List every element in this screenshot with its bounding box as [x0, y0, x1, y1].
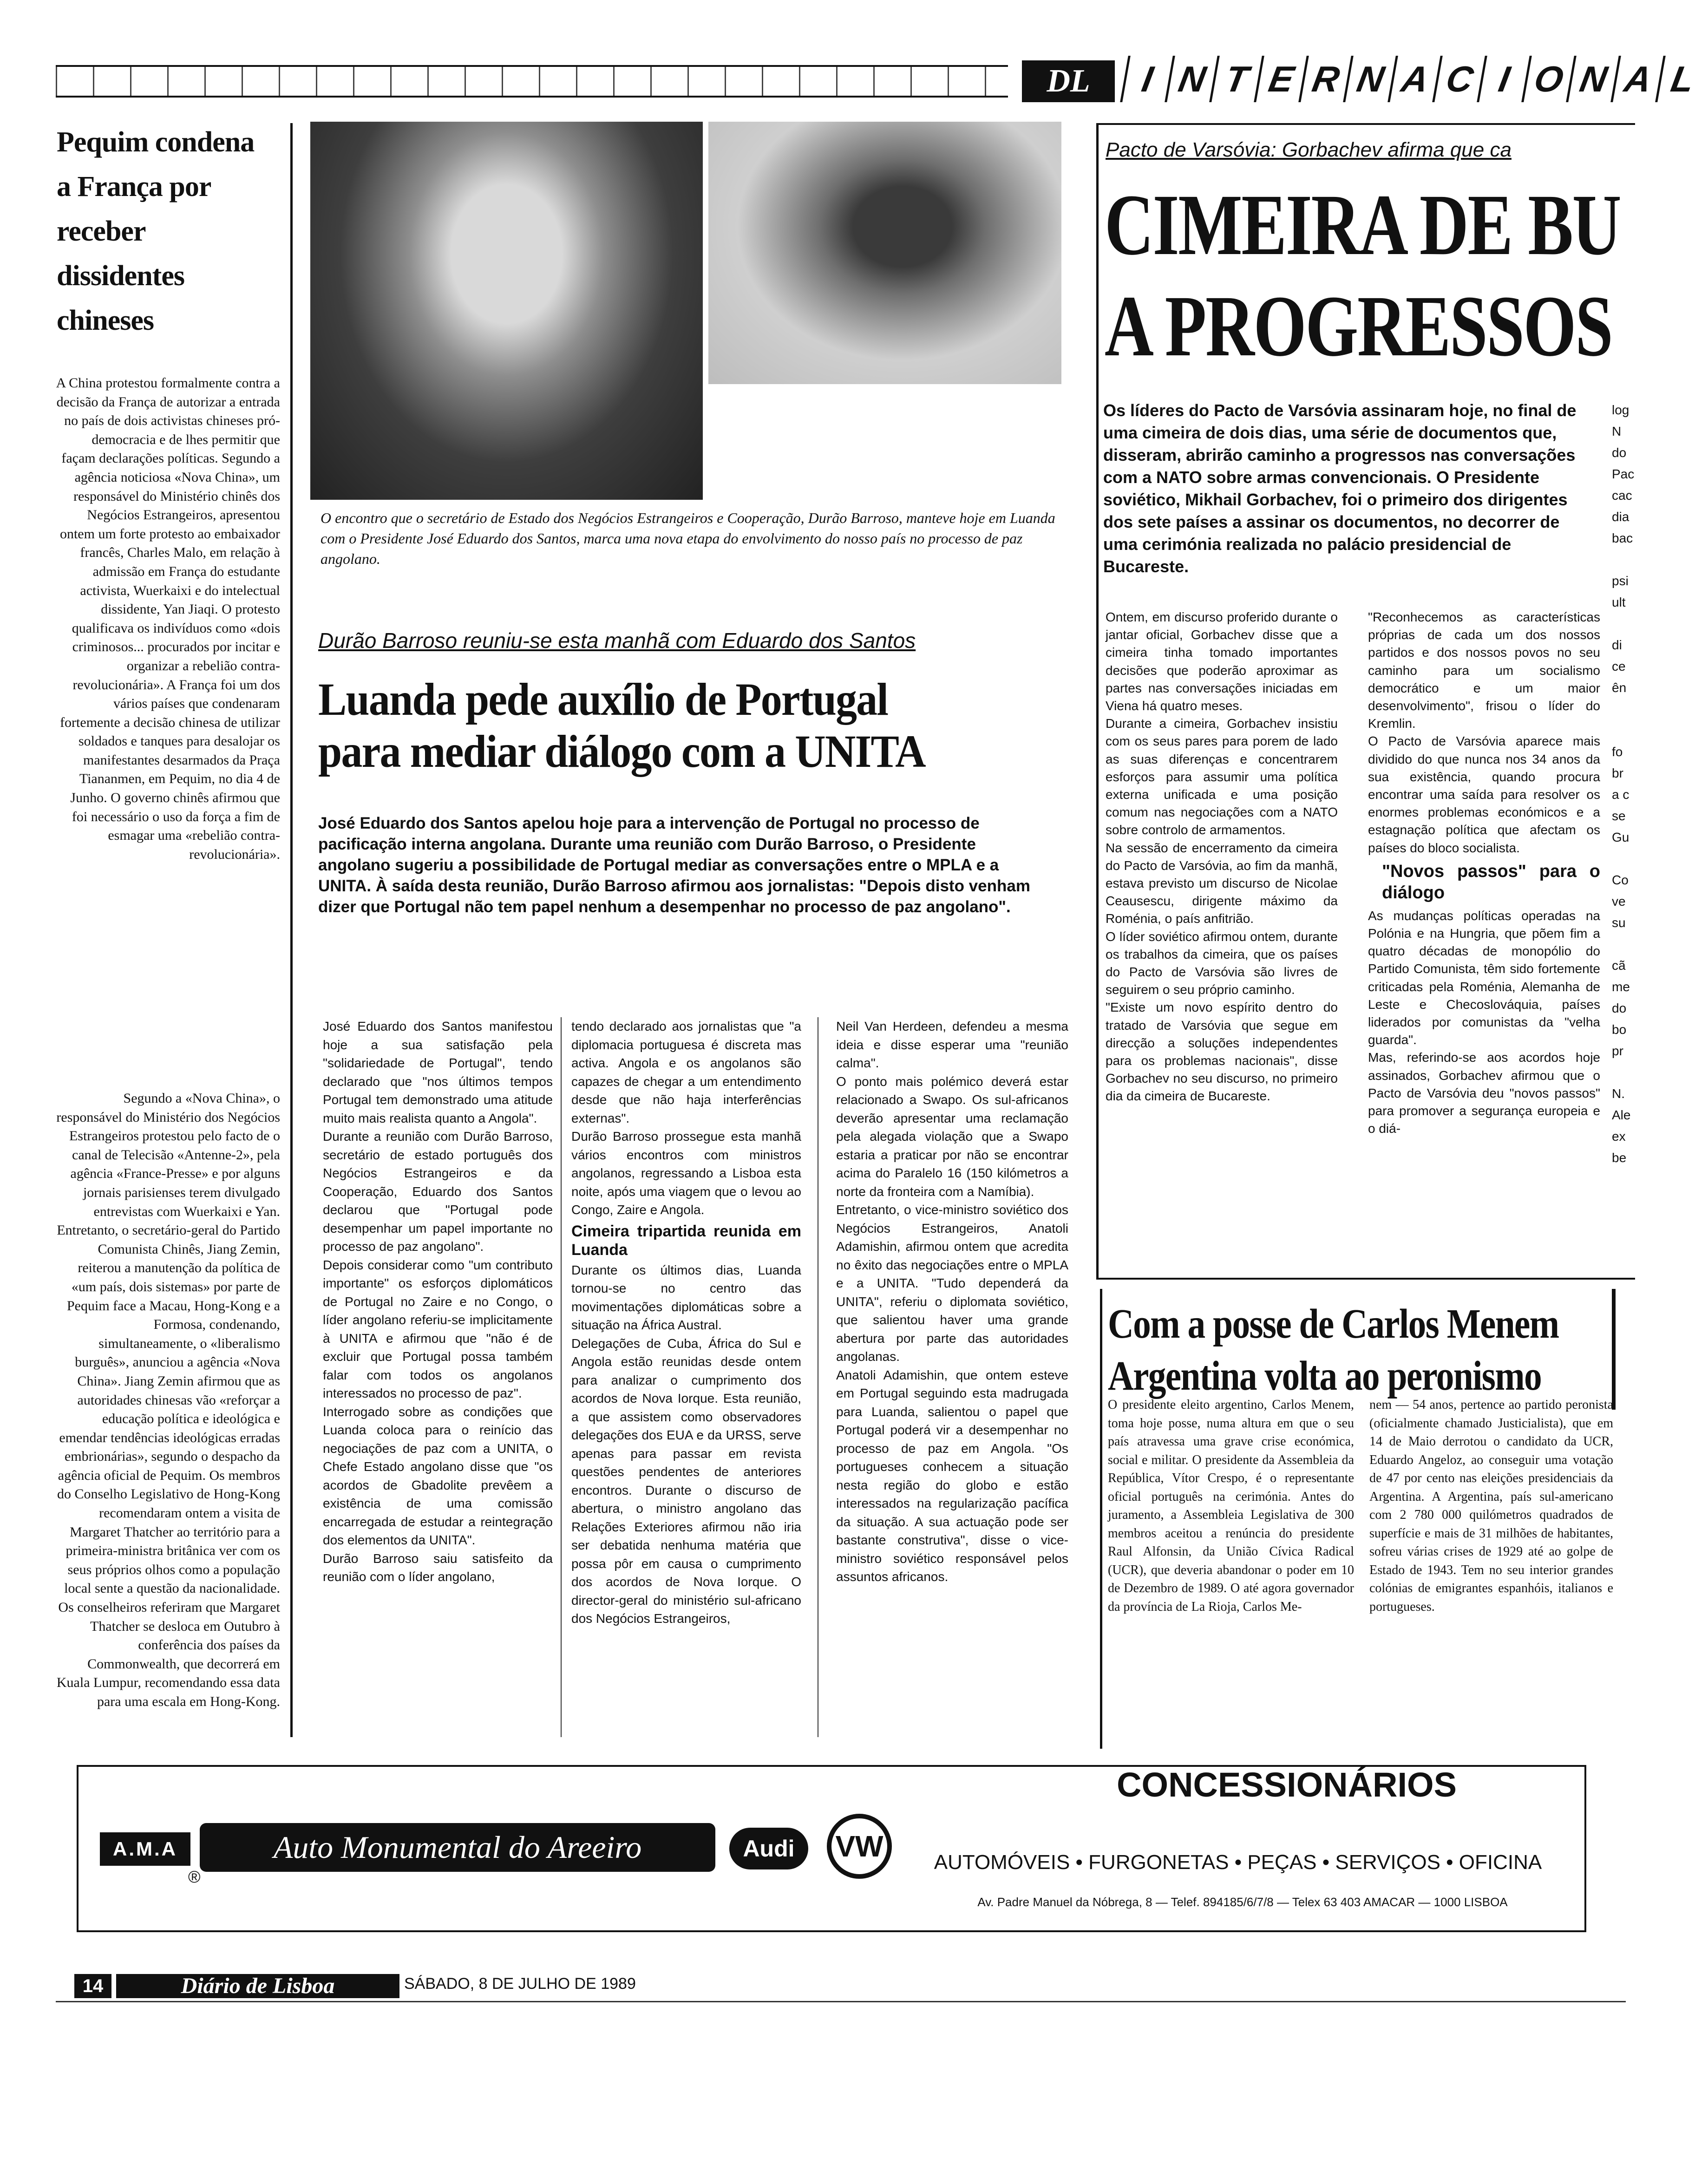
pequim-body-part-1: A China protestou formalmente contra a decisão da França de autorizar a entrada no país de dois activistas chineses pró-democracia e de lhes permitir que façam declarações políticas. Segundo a agência noticiosa «Nova China», um responsável do Ministério chinês dos Negócios Estrangeiros, apresentou ontem um forte protesto ao embaixador francês, Charles Malo, em relação à admissão em França do estudante activista, Wuerkaixi e do intelectual dissidente, Yan Jiaqi. O protesto qualificava os indivíduos como «dois criminosos... procurados por incitar e organizar a rebelião contra-revolucionária». A França foi um dos vários países que condenaram fortemente a decisão chinesa de utilizar soldados e tanques para desalojar os manifestantes desarmados da Praça Tiananmen, em Pequim, no dia 4 de Junho. O governo chinês afirmou que foi necessário o uso da força a fim de esmagar uma «rebelião contra-revolucionária».: [56, 375, 280, 862]
column-rule: [561, 1017, 562, 1737]
cimeira-headline-line-2: A PROGRESSOS: [1105, 277, 1612, 374]
cropped-line-fragment: [1612, 549, 1635, 570]
paragraph: Durante os últimos dias, Luanda tornou-se no centro das movimentações diplomáticas sobre a situação na África Austral.: [571, 1262, 801, 1332]
menem-headline-line-2: Argentina volta ao peronismo: [1108, 1353, 1541, 1399]
cropped-line-fragment: bac: [1612, 531, 1633, 545]
section-letter: N: [1343, 56, 1396, 102]
paragraph: "Reconhecemos as características próprias de cada um dos nossos partidos e dos nossos povos no seu caminho para um socialismo democrático e um maior desenvolvimento", frisou o líder do Kremlin.: [1368, 610, 1600, 731]
cropped-line-fragment: su: [1612, 915, 1626, 930]
cropped-line-fragment: Pac: [1612, 467, 1635, 481]
cimeira-headline: [1105, 174, 1621, 402]
paragraph: José Eduardo dos Santos manifestou hoje a sua satisfação pela "solidariedade de Portugal", tendo declarado que "nos últimos tempos Portugal tem demonstrado uma atitude muito mais realista quanto a Angola".: [323, 1019, 553, 1125]
section-letter: E: [1254, 56, 1307, 102]
menem-column-1: O presidente eleito argentino, Carlos Menem, toma hoje posse, numa altura em que o seu país atravessa uma grave crise económica, social e militar. O presidente da Assembleia da República, Vítor Crespo, é o representante oficial português na cerimónia. Antes do juramento, a Assembleia Legislativa de 300 membros aceitou a renúncia do presidente Raul Alfonsin, da União Cívica Radical (UCR), que deveria abandonar o poder em 10 de Dezembro de 1989. O até agora governador da província de La Rioja, Carlos Me-: [1108, 1398, 1354, 1614]
cropped-line-fragment: ve: [1612, 894, 1626, 908]
section-title-internacional: [1124, 56, 1704, 107]
luanda-kicker: Durão Barroso reuniu-se esta manhã com Eduardo dos Santos: [318, 628, 916, 653]
paragraph: Durante a cimeira, Gorbachev insistiu com os seus pares para porem de lado as suas diferenças e concentrarem esforços para assumir uma política externa unificada e uma posição comum nas negociações com a NATO sobre controlo de armamentos.: [1106, 716, 1338, 837]
cropped-line-fragment: [1612, 1062, 1635, 1083]
cropped-line-fragment: pr: [1612, 1044, 1623, 1058]
paragraph: Na sessão de encerramento da cimeira do Pacto de Varsóvia, ao fim da manhã, estava previsto um discurso de Nicolae Ceausescu, dirigente máximo da Roménia, o país anfitrião.: [1106, 840, 1338, 926]
paragraph: Anatoli Adamishin, que ontem esteve em Portugal seguindo esta madrugada para Luanda, salientou o papel que Portugal poderá vir a desempenhar no processo de paz em Angola. "Os portugueses conhecem a situação nesta região do globo e estão interessados na regularização pacífica da situação. A sua actuação pode ser bastante construtiva", disse o vice-ministro soviético responsável pelos assuntos africanos.: [836, 1367, 1068, 1584]
menem-headline-line-1: Com a posse de Carlos Menem: [1108, 1301, 1559, 1347]
paragraph: Durante a reunião com Durão Barroso, secretário de estado português dos Negócios Estrangeiros e da Cooperação, Eduardo dos Santos declarou que "Portugal pode desempenhar um papel importante no processo de paz angolano".: [323, 1129, 553, 1254]
photo-durao-barroso: [310, 122, 703, 500]
paragraph: O Pacto de Varsóvia aparece mais dividido do que nunca nos 34 anos da sua existência, quando procura encontrar uma saída para resolver os enormes problemas económicos e a estagnação política que afectam os países do bloco socialista.: [1368, 734, 1600, 855]
cropped-line-fragment: a c: [1612, 787, 1629, 802]
subhead-novos-passos: "Novos passos" para o diálogo: [1382, 861, 1600, 902]
cropped-line-fragment: se: [1612, 809, 1626, 823]
ad-services: AUTOMÓVEIS • FURGONETAS • PEÇAS • SERVIÇOS • OFICINA: [934, 1851, 1542, 1874]
cropped-line-fragment: br: [1612, 766, 1623, 780]
subhead-cimeira-tripartida: Cimeira tripartida reunida em Luanda: [571, 1222, 801, 1259]
cropped-line-fragment: Gu: [1612, 830, 1629, 844]
footer-rule: [56, 2001, 1626, 2002]
section-letter: N: [1165, 56, 1217, 102]
menem-headline: [1108, 1298, 1559, 1402]
paragraph: Depois considerar como "um contributo importante" os esforços diplomáticos de Portugal no Zaire e no Congo, o líder angolano referiu-se implicitamente à UNITA e afirmou que "não é de excluir que Portugal possa também falar com todos os angolanos interessados no processo de paz".: [323, 1257, 553, 1400]
paragraph: O líder soviético afirmou ontem, durante os trabalhos da cimeira, que os países do Pacto de Varsóvia são livres de seguirem o seu próprio caminho.: [1106, 929, 1338, 997]
cropped-line-fragment: cã: [1612, 958, 1626, 973]
cropped-line-fragment: do: [1612, 1001, 1627, 1015]
cropped-line-fragment: [1612, 848, 1635, 869]
section-letter: I: [1120, 56, 1173, 102]
cimeira-headline-line-1: CIMEIRA DE BU: [1105, 176, 1621, 273]
cimeira-column-3-cropped: [1612, 399, 1635, 1273]
cropped-line-fragment: ce: [1612, 659, 1626, 673]
luanda-headline: [318, 673, 1010, 778]
menem-column-2: nem — 54 anos, pertence ao partido peronista (oficialmente chamado Justicialista), que em 14 de Maio derrotou o candidato da UCR, Eduardo Angeloz, ao conseguir uma votação de 47 por cento nas eleições presidenciais da Argentina. A Argentina, país sul-americano com 2 780 000 quilómetros quadrados de superfície e mais de 31 milhões de habitantes, sofreu várias crises de 1929 até ao golpe de Estado de 1943. Tem no seu interior grandes colónias de emigrantes espanhóis, italianos e portugueses.: [1369, 1398, 1613, 1614]
photo-caption: O encontro que o secretário de Estado dos Negócios Estrangeiros e Cooperação, Durão Barroso, manteve hoje em Luanda com o Presidente José Eduardo dos Santos, marca uma nova etapa do envolvimento do nosso país no processo de paz angolano.: [321, 510, 1055, 567]
paragraph: Delegações de Cuba, África do Sul e Angola estão reunidas desde ontem para analizar o cumprimento dos acordos de Nova Iorque. Esta reunião, a que assistem como observadores delegações dos EUA e da URSS, serve apenas para passar em revista questões pendentes de anteriores encontros. Durante o discurso de abertura, o ministro angolano das Relações Exteriores afirmou não iria ser debatida nenhuma matéria que possa pôr em causa o cumprimento dos acordos de Nova Iorque. O director-geral do ministério sul-africano dos Negócios Estrangeiros,: [571, 1336, 801, 1626]
audi-logo: Audi: [729, 1828, 808, 1869]
cropped-line-fragment: [1612, 720, 1635, 741]
cropped-line-fragment: Ale: [1612, 1108, 1631, 1122]
cropped-line-fragment: ên: [1612, 680, 1627, 695]
paragraph: Durão Barroso prossegue esta manhã vários encontros com ministros angolanos, regressando a Lisboa esta noite, após uma viagem que o levou ao Congo, Zaire e Angola.: [571, 1129, 801, 1217]
ad-address: Av. Padre Manuel da Nóbrega, 8 — Telef. 894185/6/7/8 — Telex 63 403 AMACAR — 1000 LISBOA: [977, 1895, 1508, 1909]
section-letter: R: [1298, 56, 1351, 102]
cropped-line-fragment: ex: [1612, 1129, 1626, 1144]
cropped-line-fragment: di: [1612, 638, 1622, 652]
paragraph: Durão Barroso saiu satisfeito da reunião com o líder angolano,: [323, 1551, 553, 1584]
section-letter: O: [1521, 56, 1574, 102]
section-letter: L: [1655, 56, 1708, 102]
dl-logo: DL: [1022, 60, 1115, 102]
cropped-line-fragment: do: [1612, 445, 1627, 460]
section-letter: A: [1387, 56, 1440, 102]
paragraph: Entretanto, o vice-ministro soviético dos Negócios Estrangeiros, Anatoli Adamishin, afirmou ontem que acredita no êxito das negociações entre o MPLA e a UNITA. "Tudo dependerá da UNITA", referiu o diplomata soviético, que salientou haver uma grande abertura por parte das autoridades angolanas.: [836, 1203, 1068, 1364]
vw-logo: VW: [827, 1814, 892, 1879]
cropped-line-fragment: me: [1612, 980, 1630, 994]
paragraph: As mudanças políticas operadas na Polónia e na Hungria, que põem fim a quatro décadas de monopólio do Partido Comunista, têm sido fortemente criticadas pela Roménia, Alemanha de Leste e Checoslováquia, países liderados por comunistas da "velha guarda".: [1368, 908, 1600, 1047]
cropped-line-fragment: ult: [1612, 595, 1626, 609]
luanda-column-3: [836, 1017, 1068, 1742]
cropped-line-fragment: psi: [1612, 574, 1629, 588]
paragraph: Interrogado sobre as condições que Luanda coloca para o reinício das negociações de paz com a UNITA, o Chefe Estado angolano disse que "os acordos de Gbadolite prevêem a existência de uma comissão encarregada de estudar a reintegração dos elementos da UNITA".: [323, 1404, 553, 1547]
pequim-headline: Pequim condena a França por receber dissidentes chineses: [57, 126, 255, 336]
page-number: 14: [74, 1974, 111, 1998]
registered-mark: ®: [188, 1867, 201, 1886]
ama-logo: A.M.A: [100, 1832, 190, 1866]
column-rule: [1612, 1289, 1616, 1410]
issue-date: SÁBADO, 8 DE JULHO DE 1989: [404, 1975, 636, 1993]
cropped-line-fragment: cac: [1612, 488, 1632, 503]
section-letter: C: [1432, 56, 1485, 102]
luanda-headline-line-1: Luanda pede auxílio de Portugal: [318, 673, 888, 725]
column-rule: [1100, 1289, 1102, 1749]
luanda-lead: José Eduardo dos Santos apelou hoje para a intervenção de Portugal no processo de pacificação interna angolana. Durante uma reunião com Durão Barroso, o Presidente angolano sugeriu a possibilidade de Portugal mediar as conversações entre o MPLA e a UNITA. À saída desta reunião, Durão Barroso afirmou aos jornalistas: "Depois disto venham dizer que Portugal não tem papel nenhum a desempenhar no processo de paz angolano".: [318, 814, 1030, 916]
section-letter: N: [1566, 56, 1619, 102]
luanda-column-2: [571, 1017, 801, 1742]
cropped-line-fragment: dia: [1612, 510, 1629, 524]
cropped-line-fragment: be: [1612, 1150, 1627, 1165]
cropped-line-fragment: fo: [1612, 745, 1623, 759]
cropped-line-fragment: N: [1612, 424, 1622, 438]
paragraph: tendo declarado aos jornalistas que "a diplomacia portuguesa é discreta mas activa. Angola e os angolanos são capazes de chegar a um entendimento desde que não haja interferências externas".: [571, 1019, 801, 1125]
auto-monumental-logo: Auto Monumental do Areeiro: [200, 1823, 715, 1872]
newspaper-name: Diário de Lisboa: [116, 1974, 399, 1998]
pequim-body-part-2: Segundo a «Nova China», o responsável do Ministério dos Negócios Estrangeiros protestou pelo facto de o canal de Telecisão «Antenne-2», pela agência «France-Presse» e por alguns jornais parisienses terem divulgado entrevistas com Wuerkaixi e Yan. Entretanto, o secretário-geral do Partido Comunista Chinês, Jiang Zemin, reiterou a manutenção da política de «um país, dois sistemas» por parte de Pequim face a Macau, Hong-Kong e a Formosa, condenando, simultaneamente, o «liberalismo burguês», anunciou a agência «Nova China». Jiang Zemin afirmou que as autoridades chinesas vão «reforçar a educação política e ideológica e emendar tendências ideológicas erradas embrionárias», segundo o despacho da agência oficial de Pequim. Os membros do Conselho Legislativo de Hong-Kong recomendaram ontem a visita de Margaret Thatcher ao território para a primeira-ministra britânica ver com os seus próprios olhos como a população local sente a questão da nacionalidade. Os conselheiros referiram que Margaret Thatcher se desloca em Outubro à conferência dos países da Commonwealth, que decorrerá em Kuala Lumpur, recomendando essa data para uma escala em Hong-Kong.: [56, 1091, 280, 1709]
paragraph: "Existe um novo espírito dentro do tratado de Varsóvia que segue em direcção a soluções independentes para os problemas nacionais", disse Gorbachev no seu discurso, no primeiro dia da cimeira de Bucareste.: [1106, 1000, 1338, 1104]
cimeira-column-1: [1106, 608, 1338, 1277]
masthead: [56, 56, 1698, 107]
cropped-line-fragment: [1612, 699, 1635, 720]
photo-eduardo-dos-santos: [708, 122, 1061, 384]
cropped-line-fragment: N.: [1612, 1086, 1625, 1101]
masthead-hatch-band: [56, 65, 1008, 98]
ad-title: CONCESSIONÁRIOS: [1117, 1765, 1457, 1804]
luanda-column-1: [323, 1017, 553, 1742]
cropped-line-fragment: bo: [1612, 1022, 1627, 1037]
paragraph: Neil Van Herdeen, defendeu a mesma ideia e disse esperar uma "reunião calma".: [836, 1019, 1068, 1070]
section-letter: T: [1209, 56, 1262, 102]
cimeira-kicker: Pacto de Varsóvia: Gorbachev afirma que ca: [1106, 138, 1512, 161]
paragraph: Mas, referindo-se aos acordos hoje assinados, Gorbachev afirmou que o Pacto de Varsóvia deu "novos passos" para promover a segurança europeia e o diá-: [1368, 1050, 1600, 1136]
cimeira-lead: Os líderes do Pacto de Varsóvia assinaram hoje, no final de uma cimeira de dois dias, uma série de documentos que, disseram, abrirão caminho a progressos nas conversações com a NATO sobre armas convencionais. O Presidente soviético, Mikhail Gorbachev, foi o primeiro dos dirigentes dos sete países a assinar os documentos, no decorrer de uma cerimónia realizada no palácio presidencial de Bucareste.: [1103, 401, 1577, 576]
cropped-line-fragment: log: [1612, 403, 1629, 417]
cimeira-column-2: [1368, 608, 1600, 1277]
luanda-headline-line-2: para mediar diálogo com a UNITA: [318, 725, 925, 777]
paragraph: O ponto mais polémico deverá estar relacionado a Swapo. Os sul-africanos deverão apresentar uma reclamação pela alegada violação que a Swapo estaria a praticar por não se encontrar acima do Paralelo 16 (150 kilómetros a norte da fronteira com a Namíbia).: [836, 1074, 1068, 1199]
section-letter: I: [1477, 56, 1530, 102]
paragraph: Ontem, em discurso proferido durante o jantar oficial, Gorbachev disse que a cimeira tinha tomado importantes decisões que poderão aproximar as partes nas conversações iniciadas em Viena há quatro meses.: [1106, 610, 1338, 713]
column-rule: [290, 123, 293, 1737]
section-letter: A: [1610, 56, 1663, 102]
cropped-line-fragment: [1612, 613, 1635, 634]
cropped-line-fragment: Co: [1612, 873, 1629, 887]
cropped-line-fragment: [1612, 934, 1635, 955]
